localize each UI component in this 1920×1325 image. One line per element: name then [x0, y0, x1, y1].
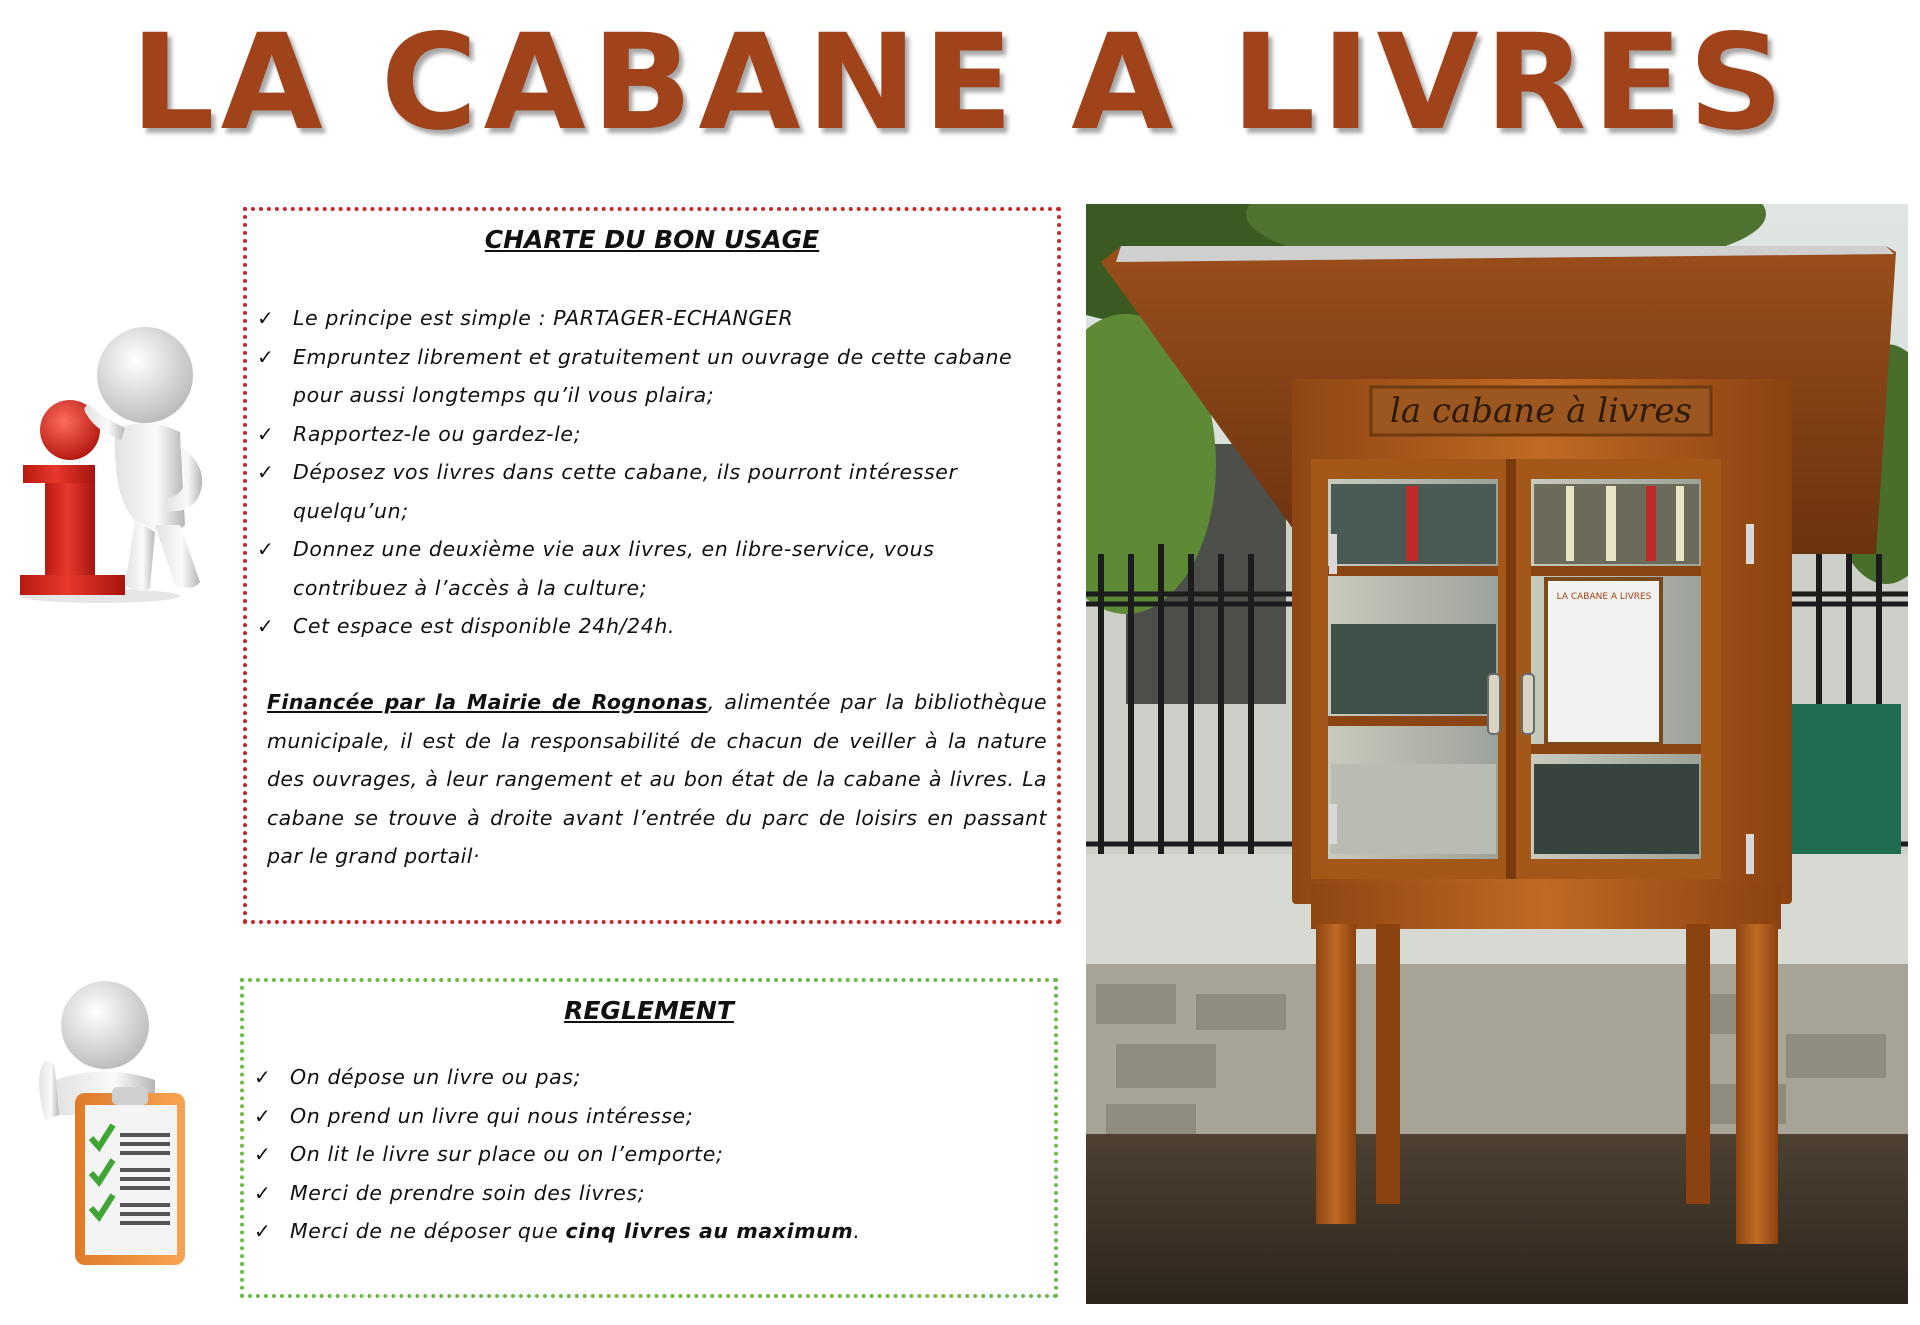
charte-heading: CHARTE DU BON USAGE	[484, 225, 820, 254]
charte-list	[257, 299, 1027, 646]
cabane-photo	[1086, 204, 1908, 1304]
check-icon: ✓	[254, 1103, 272, 1128]
list-item: ✓ Donnez une deuxième vie aux livres, en libre-service, vous contribuez à l’accès à la culture;	[257, 530, 1027, 607]
check-icon: ✓	[257, 614, 275, 638]
list-item: ✓ Cet espace est disponible 24h/24h.	[257, 607, 1027, 646]
list-item: ✓ Le principe est simple : PARTAGER-ECHANGER	[257, 299, 1027, 338]
check-icon: ✓	[254, 1065, 272, 1089]
list-item: ✓ Rapportez-le ou gardez-le;	[257, 415, 1027, 454]
poster-title-text: LA CABANE A LIVRES	[1556, 592, 1652, 602]
list-item: ✓ Merci de prendre soin des livres;	[254, 1174, 1024, 1213]
check-icon: ✓	[254, 1142, 272, 1166]
list-item: ✓ Empruntez librement et gratuitement un ouvrage de cette cabane pour aussi longtemps qu’il vous plaira;	[257, 338, 1027, 415]
cabane-sign-text: la cabane à livres	[1390, 391, 1692, 431]
check-icon: ✓	[257, 306, 275, 330]
checklist-person-icon	[15, 975, 195, 1275]
charte-box	[243, 207, 1061, 924]
page-title: LA CABANE A LIVRES	[130, 6, 1790, 160]
check-icon: ✓	[257, 344, 275, 369]
funding-lead: Financée par la Mairie de Rognonas	[267, 690, 708, 714]
reglement-heading: REGLEMENT	[564, 996, 734, 1025]
info-person-icon	[15, 320, 210, 605]
list-item: ✓ On dépose un livre ou pas;	[254, 1058, 1024, 1097]
check-icon: ✓	[257, 421, 275, 446]
check-icon: ✓	[254, 1180, 272, 1205]
list-item: ✓ On lit le livre sur place ou on l’emporte;	[254, 1135, 1024, 1174]
check-icon: ✓	[254, 1219, 272, 1243]
reglement-box	[240, 978, 1058, 1298]
funding-paragraph	[267, 683, 1047, 876]
list-item: ✓ On prend un livre qui nous intéresse;	[254, 1097, 1024, 1136]
cabane-photo-drawing	[1086, 204, 1908, 1304]
list-item: ✓ Merci de ne déposer que cinq livres au maximum.	[254, 1212, 1024, 1251]
funding-text: , alimentée par la bibliothèque municipale, il est de la responsabilité de chacun de veiller à la nature des ouvrages, à leur rangement et au bon état de la cabane à livres. La cabane se trouve à droite avant l’entrée du parc de loisirs en passant par le grand portail·	[267, 690, 1047, 868]
list-item: ✓ Déposez vos livres dans cette cabane, ils pourront intéresser quelqu’un;	[257, 453, 1027, 530]
check-icon: ✓	[257, 537, 275, 561]
check-icon: ✓	[257, 460, 275, 484]
reglement-list	[254, 1058, 1024, 1251]
